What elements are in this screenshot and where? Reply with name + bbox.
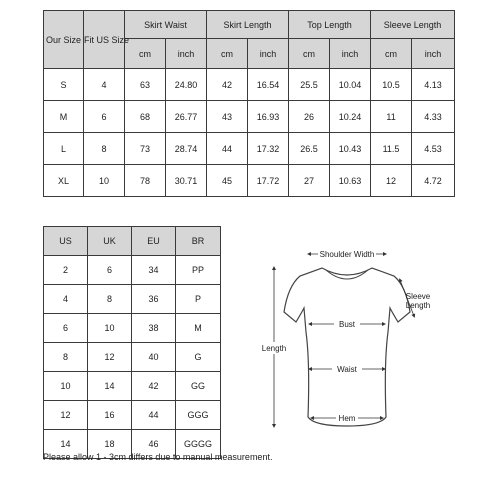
unit-cell: cm bbox=[289, 39, 330, 69]
table-cell: PP bbox=[176, 256, 221, 285]
table-cell: 30.71 bbox=[166, 165, 207, 197]
table-cell: 26.5 bbox=[289, 133, 330, 165]
unit-cell: inch bbox=[330, 39, 371, 69]
table-cell: 14 bbox=[88, 372, 132, 401]
size-conversion-table bbox=[43, 226, 221, 459]
table-row bbox=[44, 343, 221, 372]
table-cell: 17.72 bbox=[248, 165, 289, 197]
table-cell: 24.80 bbox=[166, 69, 207, 101]
table-row bbox=[44, 314, 221, 343]
table-cell: 8 bbox=[88, 285, 132, 314]
table-cell: 6 bbox=[84, 101, 125, 133]
table-cell: 10.63 bbox=[330, 165, 371, 197]
table-row bbox=[44, 101, 455, 133]
table-cell: XL bbox=[44, 165, 84, 197]
table-cell: 2 bbox=[44, 256, 88, 285]
table-cell: 11.5 bbox=[371, 133, 412, 165]
table-cell: M bbox=[44, 101, 84, 133]
shoulder-width-label: Shoulder Width bbox=[319, 250, 375, 259]
table-cell: 8 bbox=[84, 133, 125, 165]
header-us: US bbox=[44, 227, 88, 256]
length-label: Length bbox=[261, 344, 287, 353]
unit-cell: cm bbox=[207, 39, 248, 69]
table-row bbox=[44, 372, 221, 401]
header-our-size: Our Size bbox=[44, 11, 84, 69]
table-cell: 6 bbox=[88, 256, 132, 285]
waist-label: Waist bbox=[337, 365, 357, 374]
header-br: BR bbox=[176, 227, 221, 256]
table-cell: 27 bbox=[289, 165, 330, 197]
header-skirt-waist: Skirt Waist bbox=[125, 11, 207, 39]
unit-cell: inch bbox=[412, 39, 455, 69]
table-cell: 4.53 bbox=[412, 133, 455, 165]
table-cell: 4.13 bbox=[412, 69, 455, 101]
table-cell: 10 bbox=[44, 372, 88, 401]
measurement-diagram bbox=[252, 242, 442, 442]
header-fit-us-size: Fit US Size bbox=[84, 11, 125, 69]
table-cell: GGG bbox=[176, 401, 221, 430]
table-row bbox=[44, 165, 455, 197]
table-cell: 26.77 bbox=[166, 101, 207, 133]
table-cell: GGGG bbox=[176, 430, 221, 459]
sleeve-length-label-line2: Length bbox=[405, 301, 431, 310]
header-top-length: Top Length bbox=[289, 11, 371, 39]
table-cell: 42 bbox=[207, 69, 248, 101]
table-row bbox=[44, 133, 455, 165]
sleeve-length-label-line1: Sleeve bbox=[405, 292, 431, 301]
table-cell: 16 bbox=[88, 401, 132, 430]
table-cell: 34 bbox=[132, 256, 176, 285]
table-cell: 28.74 bbox=[166, 133, 207, 165]
table-cell: 4 bbox=[44, 285, 88, 314]
table-cell: 43 bbox=[207, 101, 248, 133]
header-eu: EU bbox=[132, 227, 176, 256]
table-cell: 45 bbox=[207, 165, 248, 197]
table-cell: 12 bbox=[44, 401, 88, 430]
table-cell: 10 bbox=[88, 314, 132, 343]
table-cell: 10.24 bbox=[330, 101, 371, 133]
table-cell: 4 bbox=[84, 69, 125, 101]
unit-cell: cm bbox=[125, 39, 166, 69]
table-cell: S bbox=[44, 69, 84, 101]
table-cell: 38 bbox=[132, 314, 176, 343]
table-row bbox=[44, 401, 221, 430]
table-cell: 10.5 bbox=[371, 69, 412, 101]
header-sleeve-length: Sleeve Length bbox=[371, 11, 455, 39]
table-row bbox=[44, 285, 221, 314]
table-cell: 40 bbox=[132, 343, 176, 372]
table-cell: 4.72 bbox=[412, 165, 455, 197]
bust-label: Bust bbox=[338, 320, 356, 329]
table-cell: 17.32 bbox=[248, 133, 289, 165]
table-cell: 10.43 bbox=[330, 133, 371, 165]
table-cell: 44 bbox=[132, 401, 176, 430]
header-skirt-length: Skirt Length bbox=[207, 11, 289, 39]
header-uk: UK bbox=[88, 227, 132, 256]
table-cell: 10.04 bbox=[330, 69, 371, 101]
table-cell: 12 bbox=[371, 165, 412, 197]
table-cell: 14 bbox=[44, 430, 88, 459]
table-cell: 12 bbox=[88, 343, 132, 372]
unit-cell: inch bbox=[248, 39, 289, 69]
measurement-note: Please allow 1 - 3cm differs due to manual measurement. bbox=[43, 452, 273, 462]
table-cell: 4.33 bbox=[412, 101, 455, 133]
table-cell: 68 bbox=[125, 101, 166, 133]
table-cell: 16.93 bbox=[248, 101, 289, 133]
size-chart-table bbox=[43, 10, 455, 197]
table-cell: 8 bbox=[44, 343, 88, 372]
table-cell: L bbox=[44, 133, 84, 165]
unit-cell: inch bbox=[166, 39, 207, 69]
table-cell: 44 bbox=[207, 133, 248, 165]
tshirt-outline bbox=[284, 268, 410, 426]
table-cell: 42 bbox=[132, 372, 176, 401]
table-cell: 11 bbox=[371, 101, 412, 133]
unit-cell: cm bbox=[371, 39, 412, 69]
table-cell: 46 bbox=[132, 430, 176, 459]
table-cell: P bbox=[176, 285, 221, 314]
table-cell: 10 bbox=[84, 165, 125, 197]
table-cell: 25.5 bbox=[289, 69, 330, 101]
table-cell: 26 bbox=[289, 101, 330, 133]
table-cell: 36 bbox=[132, 285, 176, 314]
table-cell: 63 bbox=[125, 69, 166, 101]
hem-label: Hem bbox=[338, 414, 356, 423]
table-cell: M bbox=[176, 314, 221, 343]
table-cell: GG bbox=[176, 372, 221, 401]
table-cell: G bbox=[176, 343, 221, 372]
table-cell: 6 bbox=[44, 314, 88, 343]
table-row bbox=[44, 256, 221, 285]
table-cell: 78 bbox=[125, 165, 166, 197]
table-cell: 16.54 bbox=[248, 69, 289, 101]
table-row bbox=[44, 69, 455, 101]
table-cell: 73 bbox=[125, 133, 166, 165]
table-cell: 18 bbox=[88, 430, 132, 459]
